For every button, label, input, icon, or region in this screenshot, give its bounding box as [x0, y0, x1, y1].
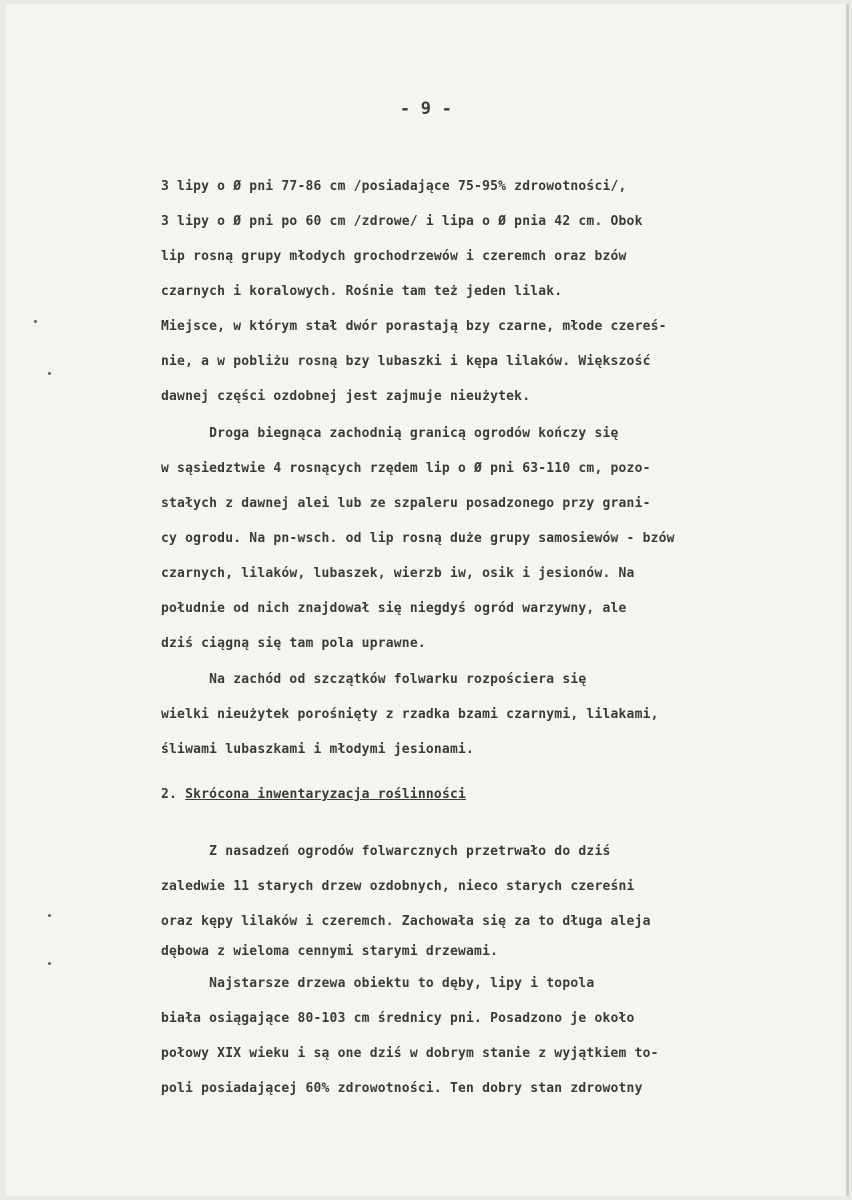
text-line: cy ogrodu. Na pn-wsch. od lip rosną duże grupy samosiewów - bzów [161, 531, 675, 546]
margin-speck [34, 320, 37, 323]
text-line: Droga biegnąca zachodnią granicą ogrodów kończy się [161, 426, 619, 441]
page-number: - 9 - [399, 99, 453, 119]
text-line: poli posiadającej 60% zdrowotności. Ten dobry stan zdrowotny [161, 1081, 643, 1096]
text-line: dawnej części ozdobnej jest zajmuje nieużytek. [161, 389, 531, 404]
text-line: śliwami lubaszkami i młodymi jesionami. [161, 742, 475, 757]
document-page [6, 4, 849, 1196]
section-title: Skrócona inwentaryzacja roślinności [185, 787, 467, 802]
margin-speck [48, 962, 51, 965]
margin-speck [48, 914, 51, 917]
text-line: czarnych, lilaków, lubaszek, wierzb iw, osik i jesionów. Na [161, 566, 635, 581]
text-line: czarnych i koralowych. Rośnie tam też jeden lilak. [161, 284, 563, 299]
text-line: zaledwie 11 starych drzew ozdobnych, nieco starych czereśni [161, 879, 635, 894]
text-line: dziś ciągną się tam pola uprawne. [161, 636, 426, 651]
text-line: w sąsiedztwie 4 rosnących rzędem lip o Ø pni 63-110 cm, pozo- [161, 461, 651, 476]
section-heading [161, 787, 466, 802]
text-line: stałych z dawnej alei lub ze szpaleru posadzonego przy grani- [161, 496, 651, 511]
text-line: dębowa z wieloma cennymi starymi drzewami. [161, 944, 499, 959]
text-line: połowy XIX wieku i są one dziś w dobrym stanie z wyjątkiem to- [161, 1046, 659, 1061]
text-line: Miejsce, w którym stał dwór porastają bzy czarne, młode czereś- [161, 319, 667, 334]
text-line: Na zachód od szczątków folwarku rozpościera się [161, 672, 587, 687]
text-line: nie, a w pobliżu rosną bzy lubaszki i kępa lilaków. Większość [161, 354, 651, 369]
text-line: lip rosną grupy młodych grochodrzewów i czeremch oraz bzów [161, 249, 627, 264]
section-number: 2. [161, 787, 178, 802]
text-line: wielki nieużytek porośnięty z rzadka bzami czarnymi, lilakami, [161, 707, 659, 722]
text-line: 3 lipy o Ø pni 77-86 cm /posiadające 75-95% zdrowotności/, [161, 179, 627, 194]
text-line: południe od nich znajdował się niegdyś ogród warzywny, ale [161, 601, 627, 616]
text-line: oraz kępy lilaków i czeremch. Zachowała się za to długa aleja [161, 914, 651, 929]
text-line: Najstarsze drzewa obiektu to dęby, lipy i topola [161, 976, 595, 991]
margin-speck [48, 372, 51, 375]
text-line: 3 lipy o Ø pni po 60 cm /zdrowe/ i lipa o Ø pnia 42 cm. Obok [161, 214, 643, 229]
text-line: biała osiągające 80-103 cm średnicy pni. Posadzono je około [161, 1011, 635, 1026]
text-line: Z nasadzeń ogrodów folwarcznych przetrwało do dziś [161, 844, 611, 859]
